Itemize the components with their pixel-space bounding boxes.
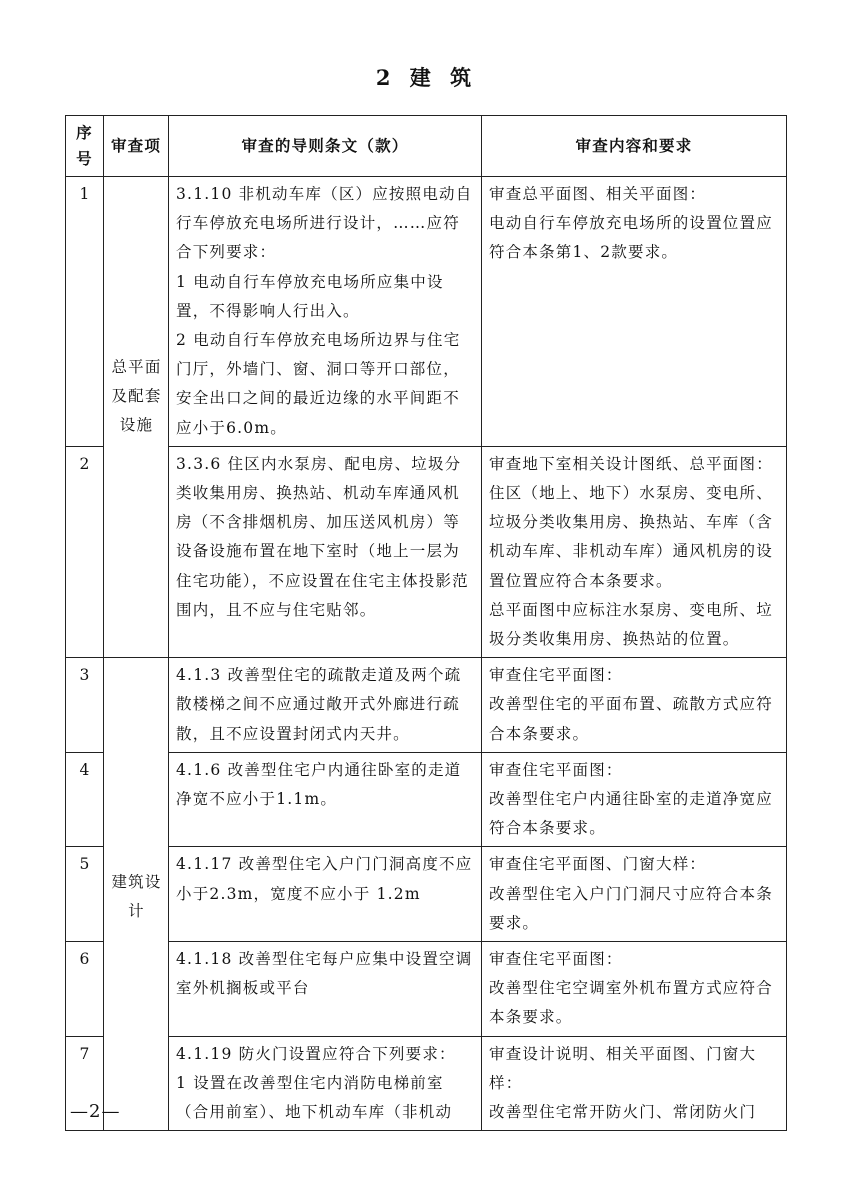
header-num: 序号 (66, 116, 104, 177)
table-row (66, 1036, 787, 1131)
review-table (65, 115, 787, 1131)
requirement-cell: 审查住宅平面图： 改善型住宅户内通往卧室的走道净宽应符合本条要求。 (482, 752, 787, 847)
table-row (66, 177, 787, 447)
row-num: 7 (66, 1036, 104, 1131)
clause-cell: 4.1.3 改善型住宅的疏散走道及两个疏散楼梯之间不应通过敞开式外廊进行疏散，且不应设置封闭式内天井。 (169, 658, 482, 753)
requirement-cell: 审查地下室相关设计图纸、总平面图： 住区（地上、地下）水泵房、变电所、垃圾分类收集用房、换热站、车库（含机动车库、非机动车库）通风机房的设置位置应符合本条要求。 总平面图中应标注水泵房、变电所、垃圾分类收集用房、换热站的位置。 (482, 446, 787, 657)
row-num: 3 (66, 658, 104, 753)
category-general: 总平面及配套设施 (104, 177, 169, 658)
header-category: 审查项 (104, 116, 169, 177)
row-num: 2 (66, 446, 104, 657)
page-title: 2 建 筑 (375, 65, 478, 90)
table-row (66, 446, 787, 657)
row-num: 5 (66, 847, 104, 942)
category-building: 建筑设计 (104, 658, 169, 1131)
row-num: 1 (66, 177, 104, 447)
requirement-cell: 审查设计说明、相关平面图、门窗大样： 改善型住宅常开防火门、常闭防火门 (482, 1036, 787, 1131)
table-row (66, 847, 787, 942)
page-number: —2— (70, 1101, 121, 1122)
requirement-cell: 审查总平面图、相关平面图： 电动自行车停放充电场所的设置位置应符合本条第1、2款要求。 (482, 177, 787, 447)
table-row (66, 942, 787, 1037)
table-row (66, 658, 787, 753)
requirement-cell: 审查住宅平面图： 改善型住宅的平面布置、疏散方式应符合本条要求。 (482, 658, 787, 753)
table-header-row (66, 116, 787, 177)
row-num: 6 (66, 942, 104, 1037)
row-num: 4 (66, 752, 104, 847)
clause-cell: 4.1.17 改善型住宅入户门门洞高度不应小于2.3m，宽度不应小于 1.2m (169, 847, 482, 942)
clause-cell: 4.1.18 改善型住宅每户应集中设置空调室外机搁板或平台 (169, 942, 482, 1037)
requirement-cell: 审查住宅平面图、门窗大样： 改善型住宅入户门门洞尺寸应符合本条要求。 (482, 847, 787, 942)
header-clause: 审查的导则条文（款） (169, 116, 482, 177)
clause-cell: 4.1.19 防火门设置应符合下列要求： 1 设置在改善型住宅内消防电梯前室（合用前室）、地下机动车库（非机动 (169, 1036, 482, 1131)
table-row (66, 752, 787, 847)
clause-cell: 3.3.6 住区内水泵房、配电房、垃圾分类收集用房、换热站、机动车库通风机房（不含排烟机房、加压送风机房）等设备设施布置在地下室时（地上一层为住宅功能），不应设置在住宅主体投影范围内，且不应与住宅贴邻。 (169, 446, 482, 657)
requirement-cell: 审查住宅平面图： 改善型住宅空调室外机布置方式应符合本条要求。 (482, 942, 787, 1037)
clause-cell: 4.1.6 改善型住宅户内通往卧室的走道净宽不应小于1.1m。 (169, 752, 482, 847)
clause-cell: 3.1.10 非机动车库（区）应按照电动自行车停放充电场所进行设计，……应符合下列要求： 1 电动自行车停放充电场所应集中设置，不得影响人行出入。 2 电动自行车停放充电场所边界与住宅门厅，外墙门、窗、洞口等开口部位，安全出口之间的最近边缘的水平间距不应小于6.0m。 (169, 177, 482, 447)
header-requirement: 审查内容和要求 (482, 116, 787, 177)
